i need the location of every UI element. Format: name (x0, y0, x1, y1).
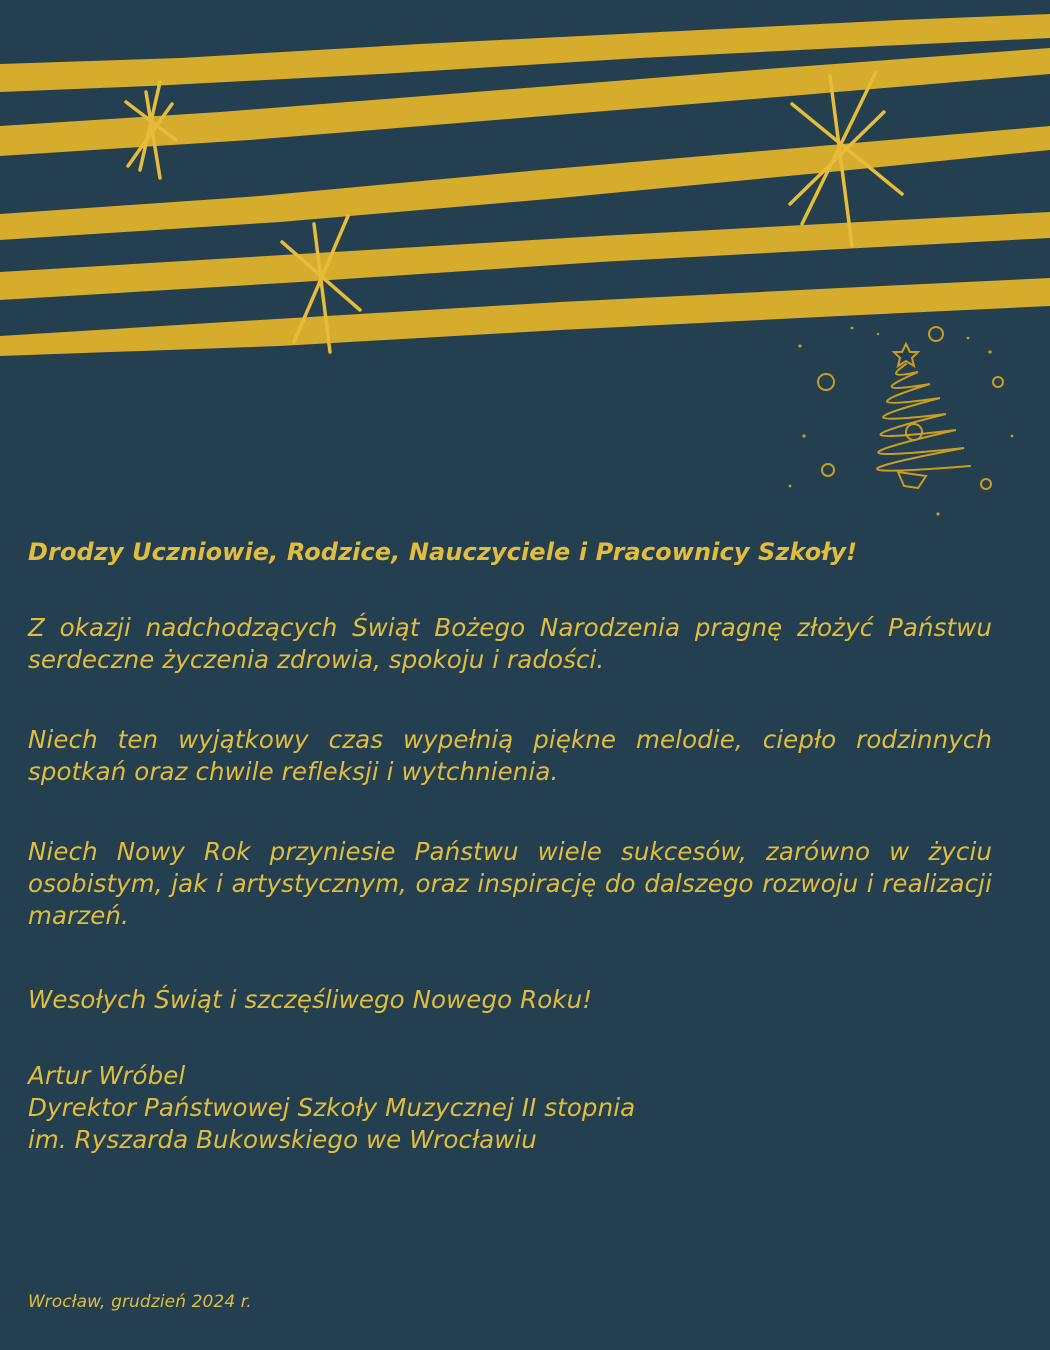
signature-school: im. Ryszarda Bukowskiego we Wrocławiu (28, 1125, 537, 1154)
signature-block (28, 1060, 992, 1156)
signature-title: Dyrektor Państwowej Szkoły Muzycznej II stopnia (28, 1093, 636, 1122)
letter-paragraph: Z okazji nadchodzących Świąt Bożego Narodzenia pragnę złożyć Państwu serdeczne życzenia zdrowia, spokoju i radości. (28, 613, 992, 674)
christmas-tree-icon (818, 327, 1003, 489)
tree-dots (789, 327, 1014, 516)
letter-paragraph: Niech ten wyjątkowy czas wypełnią piękne melodie, ciepło rodzinnych spotkań oraz chwile refleksji i wytchnienia. (28, 725, 992, 786)
letter-greeting: Drodzy Uczniowie, Rodzice, Nauczyciele i Pracownicy Szkoły! (28, 538, 858, 566)
closing-wishes: Wesołych Świąt i szczęśliwego Nowego Roku! (28, 985, 593, 1014)
gold-stripes-decoration (0, 0, 1050, 520)
letter-paragraph: Niech Nowy Rok przyniesie Państwu wiele sukcesów, zarówno w życiu osobistym, jak i artystycznym, oraz inspirację do dalszego rozwoju i realizacji marzeń. (28, 837, 992, 930)
signature-name: Artur Wróbel (28, 1061, 186, 1090)
place-and-date: Wrocław, grudzień 2024 r. (28, 1292, 252, 1312)
